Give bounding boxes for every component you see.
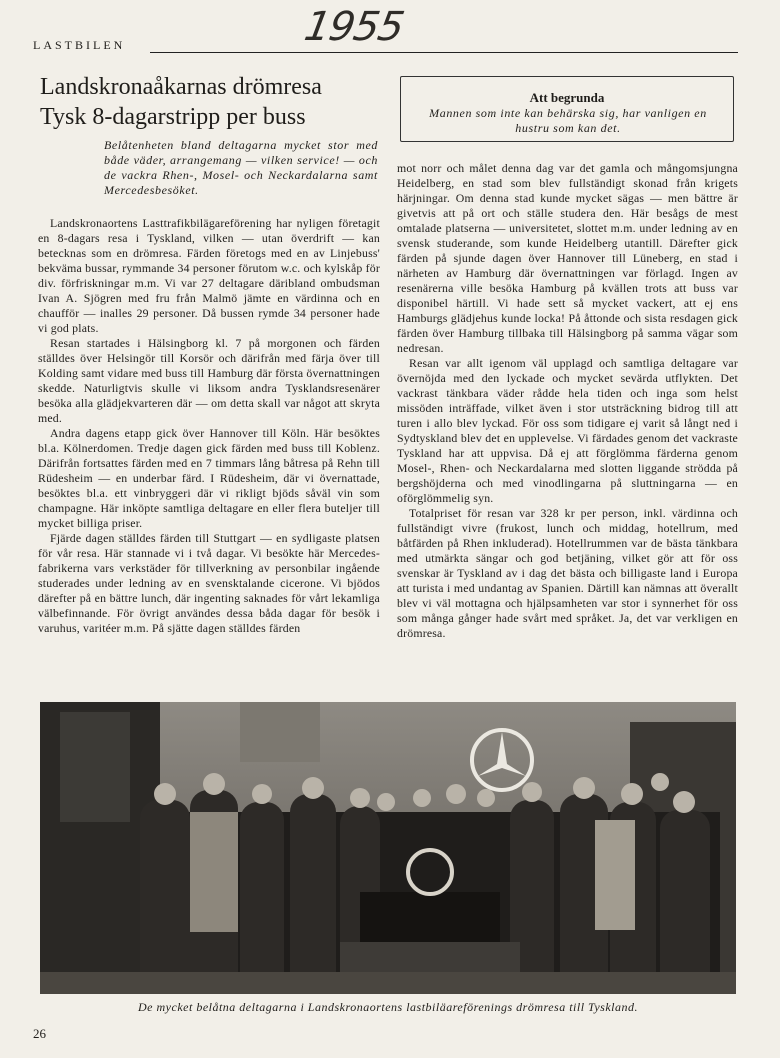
title-line-1: Landskronaåkarnas drömresa (40, 74, 322, 100)
handwritten-year-annotation: 1955 (300, 4, 407, 50)
sidebar-box-title: Att begrunda (529, 90, 605, 105)
group-photo (40, 702, 736, 994)
right-column (397, 161, 738, 641)
photo-caption: De mycket belåtna deltagarna i Landskronaortens lastbiläareförenings drömresa till Tyskland. (138, 1000, 638, 1014)
sidebar-box-text: Mannen som inte kan behärska sig, har vanligen en hustru som kan det. (429, 106, 707, 135)
header-rule (150, 52, 738, 53)
group-photo-illustration (40, 702, 736, 994)
paragraph: Totalpriset för resan var 328 kr per person, inkl. värdinna och fullständigt vivre (frukost, lunch och middag, hotellrum, med båtfärden på Rhen inkluderad). Hotellrummen var de bästa tänkbara med utmärkta sängar och god betjäning, vilket gör att för oss svenskar är Tyskland av i dag det bästa och billigaste land i Europa att turista i med undantag av Spanien. Därtill kan nämnas att överallt blev vi väl mottagna och hjälpsamheten var stor i synnerhet för oss som många gånger hade svårt med språket. Ja, det var verkligen en drömresa. (397, 506, 738, 640)
paragraph: Fjärde dagen ställdes färden till Stuttgart — en sydligaste platsen för vår resa. Här stannade vi i två dagar. Vi besökte här Mercedes-fabrikerna vars verkstäder för tillverkning av personbilar ingående studerades under ledning av en svensktalande cicerone. Vi bjödos därefter på en bättre lunch, där ingenting saknades för vårt lekamliga välbefinnande. För övrigt användes dessa båda dagar för besök i varuhus, varitéer m.m. På sjätte dagen ställdes färden (38, 531, 380, 635)
paragraph: mot norr och målet denna dag var det gamla och mångomsjungna Heidelberg, en stad som blev fullständigt skonad från krigets härjningar. Om denna stad kunde mycket sägas — men bättre är givetvis att på ort och ställe studera den. Här besågs de mest omtalade platserna — universitetet, slottet m.m. under ledning av en svensk studerande, som kunde Heidelberg utantill. Därefter gick färden på sjunde dagen över Hannover till Lüneberg, en stad i närheten av Hamburg där övernattningen var förlagd. Ingen av resenärerna ville besöka Hamburg på kvällen trots att buss var disponibel härtill. Vi hade sett så mycket vackert, att ej ens Hamburgs glädjehus kunde locka! På åttonde och sista resdagen gick färden över Hamburg tillbaka till Hälsingborg på samma vägar som nedresan. (397, 161, 738, 355)
left-column (38, 216, 380, 636)
running-head: LASTBILEN (33, 38, 126, 52)
article-lead: Belåtenheten bland deltagarna mycket stor med både väder, arrangemang — vilken service! — och de vackra Rhen-, Mosel- och Neckardalarna samt Mercedesbesöket. (104, 138, 378, 197)
paragraph: Landskronaortens Lasttrafikbilägareförening har nyligen företagit en 8-dagars resa i Tyskland, vilken — utan överdrift — kan betecknas som en drömresa. Färden företogs med en av Linjebuss' bekväma bussar, rymmande 34 personer förutom w.c. och kylskåp för div. förfriskningar m.m. Vi var 27 deltagare däribland ombudsman Ivan A. Sjögren med fru från Malmö jämte en värdinna och en chaufför — inalles 29 personer. Då bussen rymde 34 personer hade vi god plats. (38, 216, 380, 335)
paragraph: Resan var allt igenom väl upplagd och samtliga deltagare var övernöjda med den lyckade och mycket sevärda utflykten. Det vackrast tänkbara väder rådde hela tiden och inga som helst missöden inträffade, vilket även i stor utsträckning bidrog till att turen i allo blev lyckad. För oss som tidigare ej varit så långt ned i Sydtyskland blev det en upplevelse. Vi färdades genom det vackraste Tyskland har att uppvisa. Då ej att förglömma färderna genom Mosel-, Rhen- och Neckardalarna med slotten liggande strödda på bergshöjderna och med vinodlingarna på sluttningarna — en oförglömmelig syn. (397, 356, 738, 505)
paragraph: Andra dagens etapp gick över Hannover till Köln. Här besöktes bl.a. Kölnerdomen. Tredje dagen gick färden med buss till Koblenz. Därifrån fortsattes färden med en 7 timmars lång båtresa på Rehn till Rüdesheim — en underbar färd. I Rüdesheim, där vi övernattade, besöktes bl.a. ett vinbryggeri där vi rikligt bjöds såväl vin som champagne. Här inköpte samtliga deltagare en eller flera buteljer till mycket billiga priser. (38, 426, 380, 530)
paragraph: Resan startades i Hälsingborg kl. 7 på morgonen och färden ställdes över Helsingör till Korsör och därifrån med färja över till Kolding samt vidare med buss till Hamburg där första övernattningen skedde. Naturligtvis skulle vi liksom andra Tysklandsresenärer besöka alla glädjekvarteren där — om detta skall var något att skryta med. (38, 336, 380, 425)
article-title (40, 72, 380, 132)
page-number: 26 (33, 1026, 46, 1041)
title-line-2: Tysk 8-dagarstripp per buss (40, 104, 306, 130)
